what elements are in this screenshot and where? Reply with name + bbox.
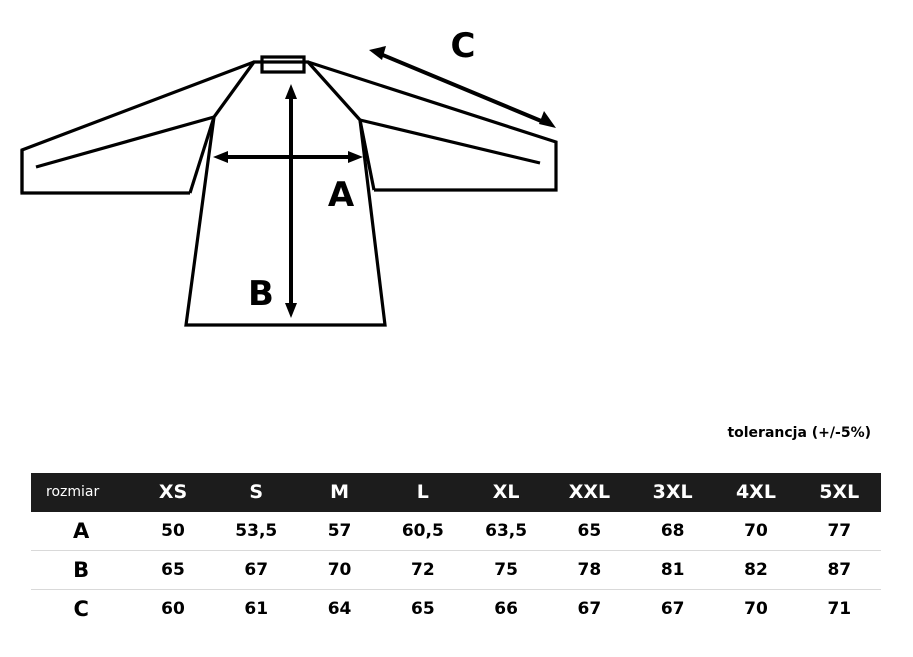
right-sleeve-outline [308,62,556,190]
cell-a-5xl: 77 [798,512,881,551]
arrow-c-head-right [539,111,556,128]
cell-b-xl: 75 [464,551,547,590]
table-row [31,590,881,629]
cell-a-xs: 50 [131,512,214,551]
cell-b-s: 67 [215,551,298,590]
row-label-c: C [31,590,131,629]
cell-c-s: 61 [215,590,298,629]
column-header-5xl: 5XL [819,481,860,503]
cell-a-m: 57 [298,512,381,551]
size-table [31,473,881,628]
cell-a-xl: 63,5 [464,512,547,551]
tolerance-note: tolerancja (+/-5%) [727,425,871,441]
left-sleeve-outline [22,62,254,193]
row-label-a: A [31,512,131,551]
column-header-xl: XL [492,481,520,503]
column-header-s: S [249,481,264,503]
cell-b-m: 70 [298,551,381,590]
collar-outline [262,57,304,72]
cell-a-3xl: 68 [631,512,714,551]
cell-b-xs: 65 [131,551,214,590]
column-header-xxl: XXL [568,481,611,503]
cell-c-l: 65 [381,590,464,629]
column-header-size: rozmiar [46,484,100,500]
cell-b-l: 72 [381,551,464,590]
table-row [31,512,881,551]
table-header-row [31,473,881,512]
cell-c-m: 64 [298,590,381,629]
label-b: B [248,274,274,314]
cell-a-l: 60,5 [381,512,464,551]
body-outline [186,62,385,325]
arrow-a-head-right [348,151,363,163]
cell-c-5xl: 71 [798,590,881,629]
column-header-xs: XS [158,481,188,503]
left-sleeve-fold [36,117,214,167]
column-header-3xl: 3XL [652,481,693,503]
cell-b-xxl: 78 [548,551,631,590]
column-header-4xl: 4XL [735,481,776,503]
arrow-b-head-top [285,84,297,99]
label-a: A [327,175,355,215]
cell-b-4xl: 82 [714,551,797,590]
cell-c-3xl: 67 [631,590,714,629]
cell-a-s: 53,5 [215,512,298,551]
cell-a-xxl: 65 [548,512,631,551]
label-c: C [450,26,476,66]
cell-a-4xl: 70 [714,512,797,551]
arrow-b-head-bottom [285,303,297,318]
cell-b-3xl: 81 [631,551,714,590]
cell-c-xs: 60 [131,590,214,629]
row-label-b: B [31,551,131,590]
column-header-m: M [330,481,349,503]
table-row [31,551,881,590]
arrow-a-head-left [213,151,228,163]
cell-c-xxl: 67 [548,590,631,629]
cell-b-5xl: 87 [798,551,881,590]
arrow-c-head-left [369,46,386,60]
cell-c-4xl: 70 [714,590,797,629]
cell-c-xl: 66 [464,590,547,629]
column-header-l: L [416,481,429,503]
